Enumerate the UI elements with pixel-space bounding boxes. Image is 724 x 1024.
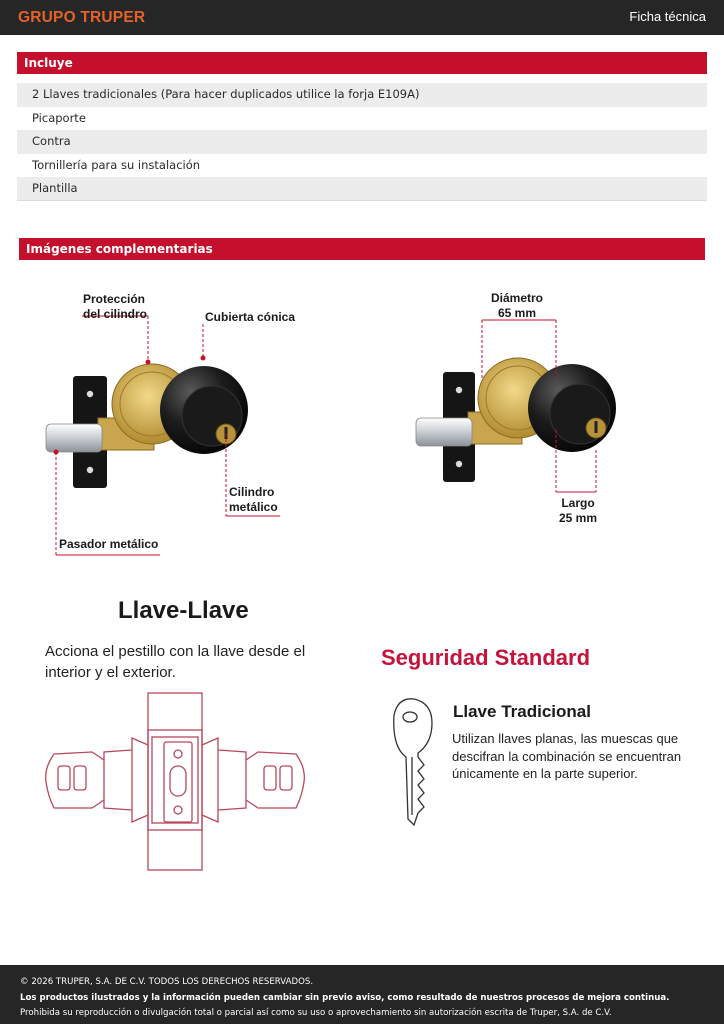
document-type: Ficha técnica [629, 9, 706, 24]
callout-metal-bolt: Pasador metálico [59, 537, 159, 551]
key-key-description: Acciona el pestillo con la llave desde el interior y el exterior. [45, 643, 306, 681]
list-item: 2 Llaves tradicionales (Para hacer duplicados utilice la forja E109A) [17, 83, 707, 107]
callout-cylinder-protection [83, 292, 147, 322]
callout-metal-cylinder [229, 485, 278, 515]
list-item: Plantilla [17, 177, 707, 201]
callout-line: Largo [561, 496, 595, 510]
key-key-title: Llave-Llave [118, 597, 249, 624]
footer-copyright: © 2026 TRUPER, S.A. DE C.V. TODOS LOS DERECHOS RESERVADOS. [20, 977, 314, 987]
footer-prohibition: Prohibida su reproducción o divulgación total o parcial así como su uso o aprovechamiento sin autorización escrita de Truper, S.A. de C.V. [20, 1008, 612, 1018]
flat-key-icon [384, 695, 440, 830]
security-title: Seguridad Standard [381, 645, 591, 670]
callout-conical-cover: Cubierta cónica [205, 310, 296, 324]
callout-diameter [480, 291, 554, 321]
callout-length [546, 496, 610, 526]
traditional-key-description: Utilizan llaves planas, las muescas que descifran la combinación se encuentran únicamente en la parte superior. [452, 731, 682, 781]
callout-line: 65 mm [497, 306, 537, 320]
footer [0, 965, 724, 1024]
deadbolt-lock-illustration-left [40, 330, 280, 560]
callout-line: 25 mm [558, 511, 598, 525]
footer-notice: Los productos ilustrados y la información pueden cambiar sin previo aviso, como resultado de nuestros procesos de mejora continua. [20, 992, 670, 1003]
callout-line: Cilindro [229, 485, 275, 499]
callout-line: metálico [229, 500, 278, 514]
list-item: Contra [17, 130, 707, 154]
includes-list [17, 83, 707, 201]
callout-line: Protección [83, 292, 146, 306]
traditional-key-title: Llave Tradicional [453, 702, 591, 721]
images-section-title: Imágenes complementarias [19, 238, 705, 260]
callout-line: del cilindro [83, 307, 148, 321]
brand-logo: GRUPO TRUPER [18, 9, 146, 26]
includes-section-title: Incluye [17, 52, 707, 74]
callout-line: Diámetro [490, 291, 543, 305]
deadbolt-lock-illustration-right [410, 320, 640, 510]
list-item: Tornillería para su instalación [32, 157, 201, 172]
key-key-diagram-icon [40, 690, 310, 875]
list-item: Picaporte [32, 110, 86, 125]
header-bar [0, 0, 724, 35]
